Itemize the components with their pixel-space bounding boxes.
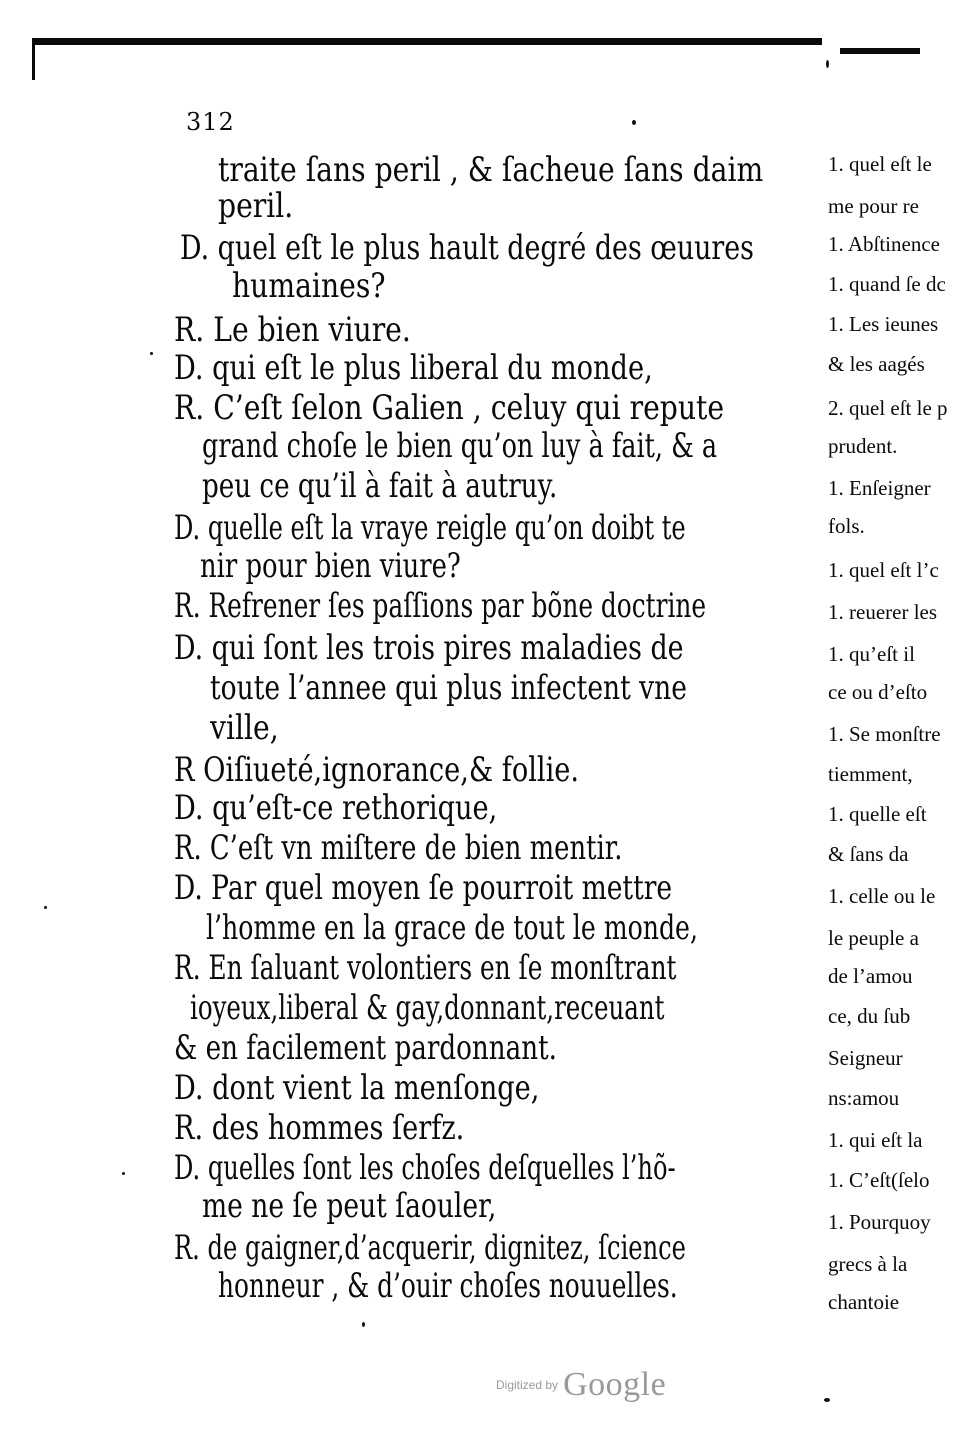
text-line: D. quelle eſt la vraye reigle qu’on doibt te — [174, 508, 686, 548]
margin-note: grecs à la — [828, 1252, 908, 1276]
scan-speck — [824, 1398, 830, 1402]
text-line: ioyeux,liberal & gay,donnant,receuant — [190, 988, 665, 1028]
top-rule — [32, 38, 822, 45]
left-rule — [32, 38, 35, 80]
margin-note: 1. quelle eſt — [828, 802, 927, 826]
text-line: D. qu’eſt-ce rethorique, — [174, 788, 498, 828]
margin-note: ce, du ſub — [828, 1004, 911, 1028]
text-line: humaines? — [232, 266, 386, 306]
text-line: R Oiſiueté,ignorance,& follie. — [174, 750, 580, 790]
text-line: D. qui ſont les trois pires maladies de — [174, 628, 684, 668]
text-line: R. C’eſt ſelon Galien , celuy qui repute — [174, 388, 725, 428]
margin-note: ns:amou — [828, 1086, 900, 1110]
text-line: R. C’eſt vn miſtere de bien mentir. — [174, 828, 623, 868]
digitized-watermark — [496, 1366, 666, 1404]
margin-note: tiemment, — [828, 762, 913, 786]
margin-note: 1. celle ou le — [828, 884, 936, 908]
scan-speck — [150, 352, 153, 355]
text-line: traite ſans peril , & ſacheue ſans daim — [218, 150, 764, 190]
scan-speck — [122, 1172, 125, 1175]
text-line: toute l’annee qui plus infectent vne — [210, 668, 687, 708]
text-line: honneur , & d’ouir choſes nouuelles. — [218, 1266, 678, 1306]
watermark-prefix: Digitized by — [496, 1378, 559, 1392]
text-line: R. Refrener ſes paſſions par bõne doctrine — [174, 586, 707, 626]
text-line: R. de gaigner,d’acquerir, dignitez, ſcience — [174, 1228, 686, 1268]
margin-note: 1. qui eſt la — [828, 1128, 923, 1152]
text-line: l’homme en la grace de tout le monde, — [206, 908, 698, 948]
margin-note: 1. quel eſt le — [828, 152, 932, 176]
text-line: ville, — [210, 708, 279, 748]
margin-note: 1. quand ſe dc — [828, 272, 946, 296]
scan-speck — [826, 60, 829, 68]
watermark-brand: Google — [563, 1366, 667, 1403]
page-number: 312 — [186, 108, 235, 136]
margin-note: ce ou d’eſto — [828, 680, 928, 704]
scan-speck — [362, 1322, 365, 1327]
margin-note: de l’amou — [828, 964, 913, 988]
margin-note: 1. Pourquoy — [828, 1210, 931, 1234]
scan-speck — [44, 906, 47, 909]
text-line: peu ce qu’il à fait à autruy. — [202, 466, 558, 506]
text-line: grand choſe le bien qu’on luy à fait, & a — [202, 426, 718, 466]
margin-note: 1. Se monſtre — [828, 722, 941, 746]
text-line: D. Par quel moyen ſe pourroit mettre — [174, 868, 673, 908]
text-line: D. quel eſt le plus hault degré des œuures — [180, 228, 754, 268]
margin-note: 1. C’eſt(ſelo — [828, 1168, 930, 1192]
text-line: nir pour bien viure? — [200, 546, 461, 586]
margin-note: 1. qu’eſt il — [828, 642, 915, 666]
margin-notes — [826, 148, 957, 1318]
margin-note: fols. — [828, 514, 865, 538]
scan-speck — [632, 120, 636, 125]
text-line: R. En ſaluant volontiers en ſe monſtrant — [174, 948, 677, 988]
margin-note: & ſans da — [828, 842, 909, 866]
top-rule-right — [840, 48, 920, 54]
text-line: R. des hommes ſerfz. — [174, 1108, 465, 1148]
text-line: & en facilement pardonnant. — [174, 1028, 557, 1068]
margin-note: Seigneur — [828, 1046, 903, 1070]
margin-note: 1. quel eſt l’c — [828, 558, 939, 582]
margin-note: & les aagés — [828, 352, 925, 376]
text-line: D. quelles ſont les choſes deſquelles l’hõ- — [174, 1148, 676, 1188]
text-line: peril. — [218, 186, 294, 226]
margin-note: 1. Les ieunes — [828, 312, 939, 336]
margin-note: chantoie — [828, 1290, 900, 1314]
margin-note: 2. quel eſt le p — [828, 396, 948, 420]
margin-note: 1. Abſtinence — [828, 232, 940, 256]
margin-note: le peuple a — [828, 926, 919, 950]
text-line: R. Le bien viure. — [174, 310, 411, 350]
text-line: D. dont vient la menſonge, — [174, 1068, 540, 1108]
text-line: D. qui eſt le plus liberal du monde, — [174, 348, 653, 388]
margin-note: 1. reuerer les — [828, 600, 938, 624]
margin-note: 1. Enſeigner — [828, 476, 931, 500]
text-line: me ne ſe peut ſaouler, — [202, 1186, 497, 1226]
margin-note: prudent. — [828, 434, 898, 458]
margin-note: me pour re — [828, 194, 919, 218]
